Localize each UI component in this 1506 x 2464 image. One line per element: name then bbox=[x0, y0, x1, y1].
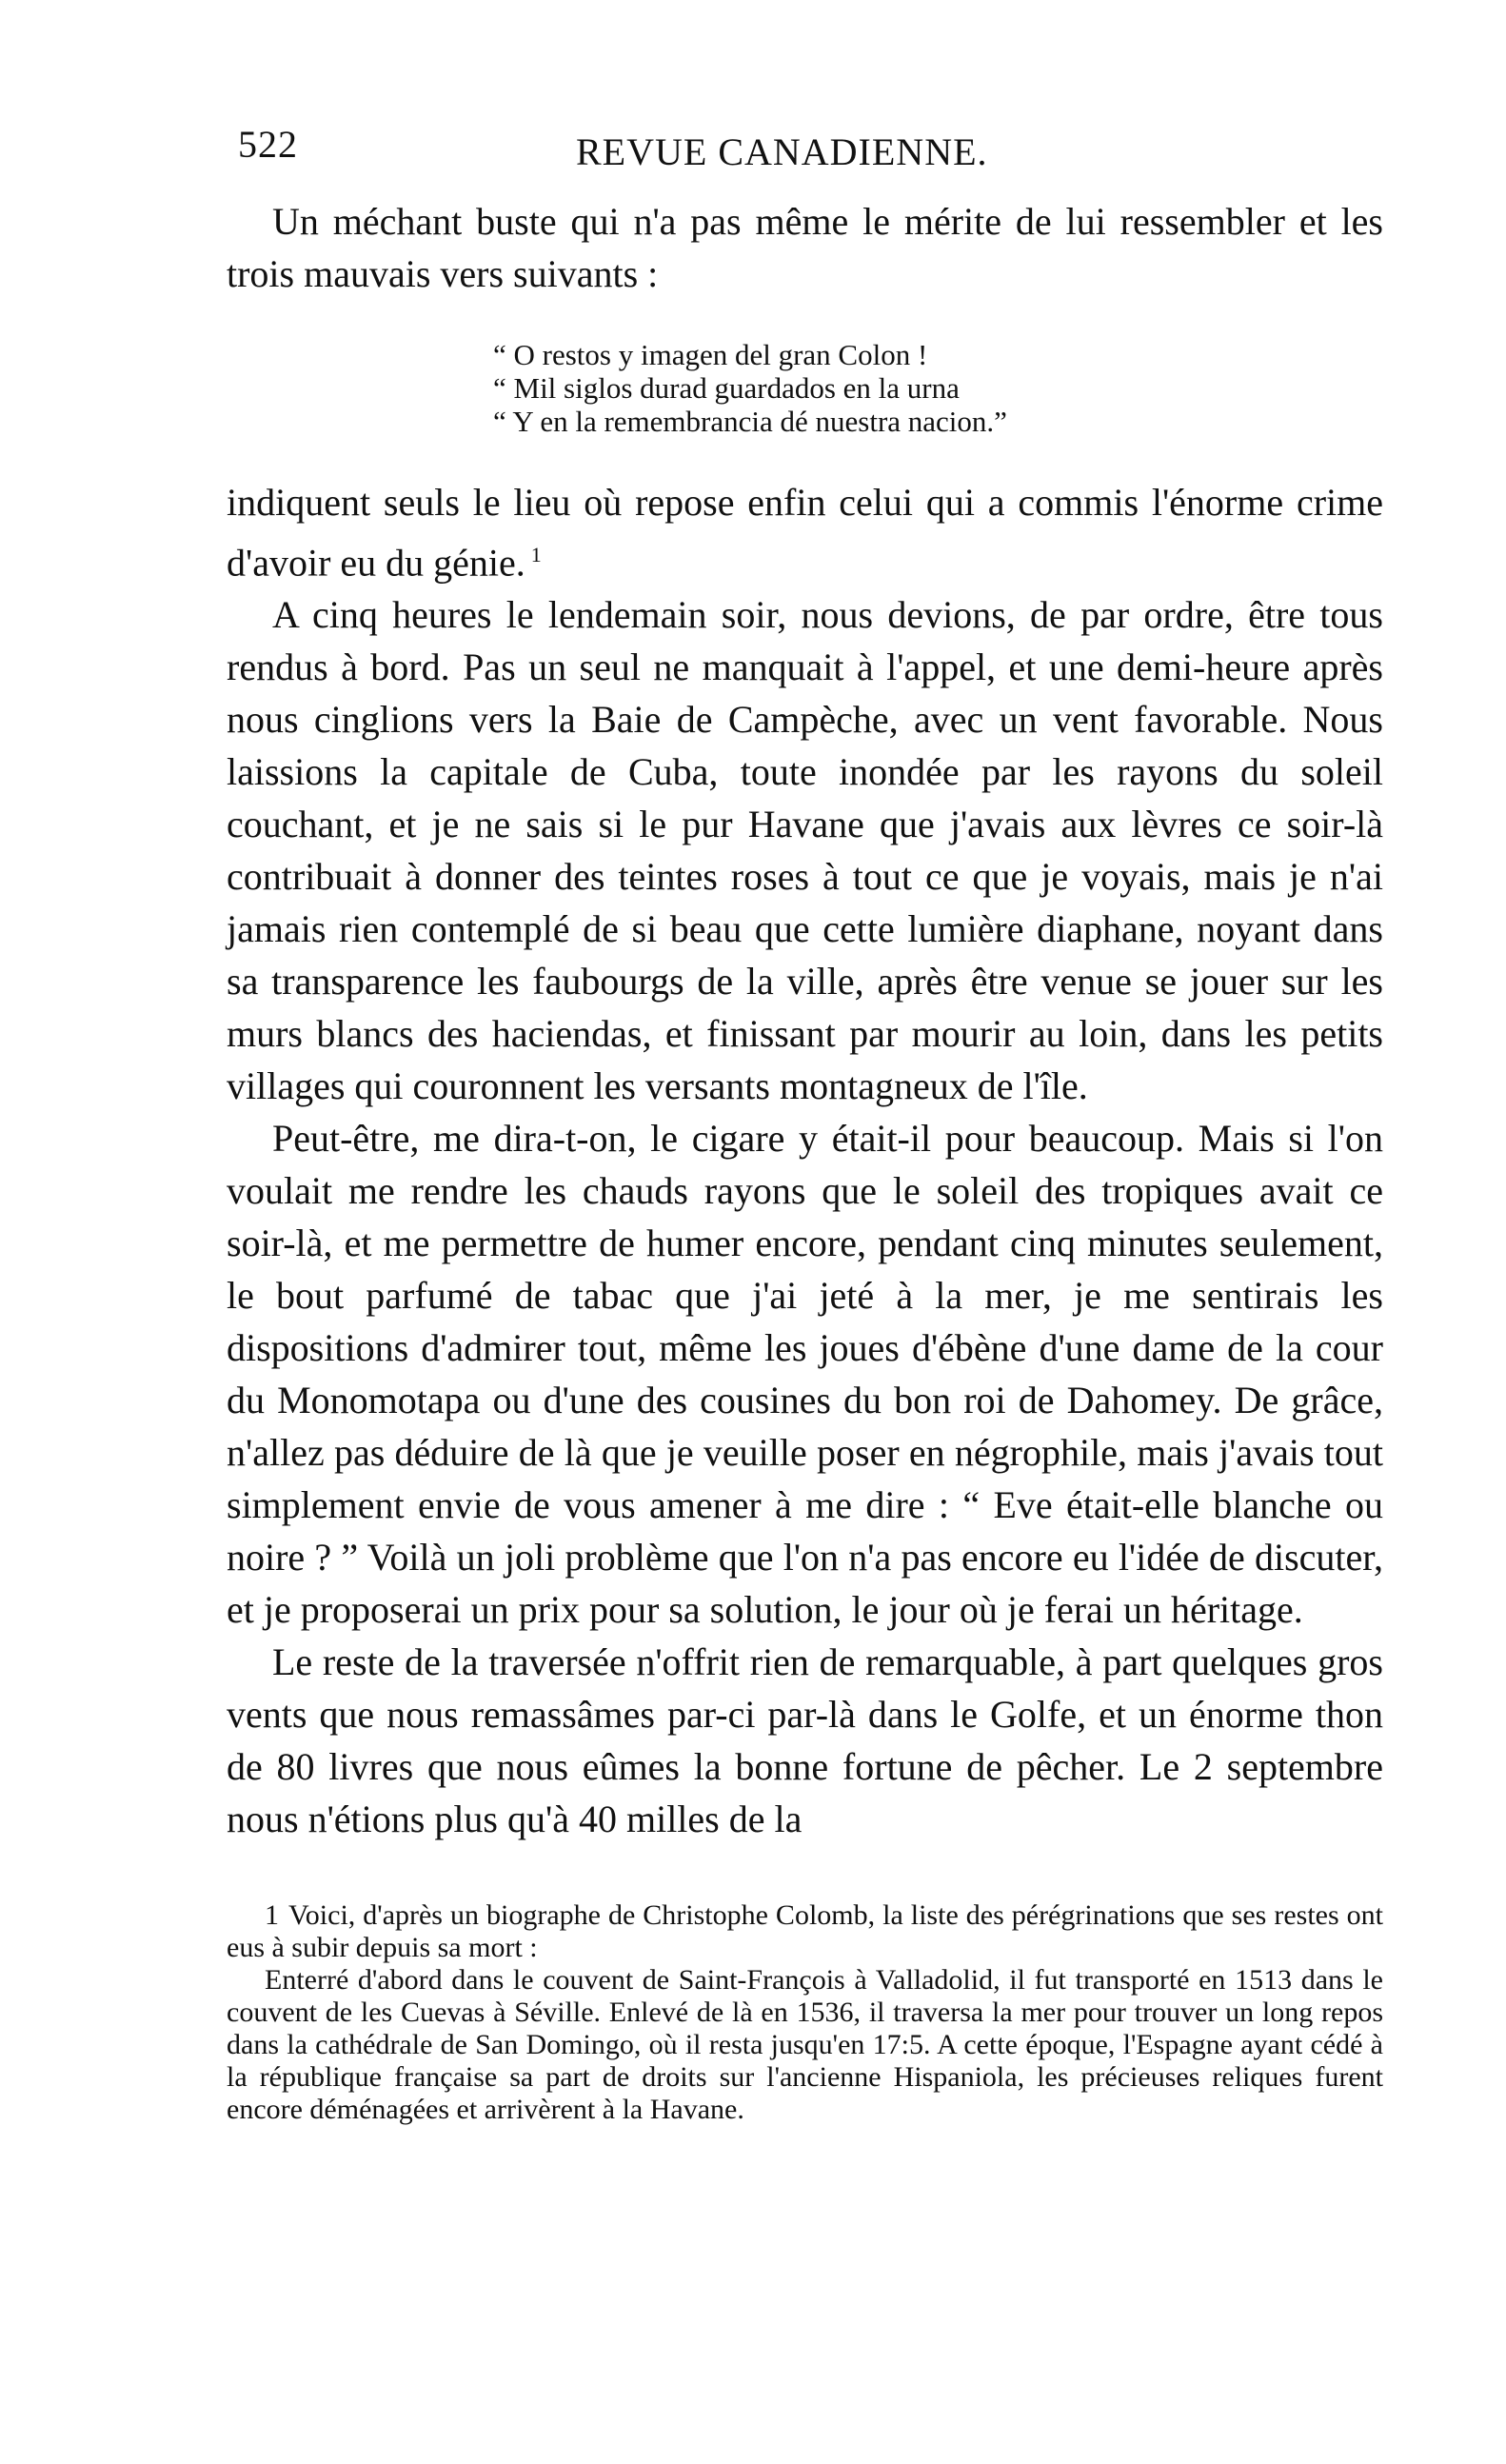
footnote-reference: 1 bbox=[530, 543, 542, 566]
verse-line-1: “ O restos y imagen del gran Colon ! bbox=[493, 338, 928, 371]
paragraph-2-text: indiquent seuls le lieu où repose enfin celui qui a commis l'énorme crime d'avoir eu du génie. bbox=[227, 481, 1383, 585]
verse-line-2: “ Mil siglos durad guardados en la urna bbox=[493, 371, 960, 405]
body-text bbox=[227, 195, 1383, 1845]
verse-quotation bbox=[493, 338, 1383, 438]
footnote-1-text: Voici, d'après un biographe de Christophe Colomb, la liste des pérégrinations que ses restes ont eus à subir depuis sa mort : bbox=[227, 1899, 1383, 1963]
footnote-number: 1 bbox=[265, 1899, 279, 1931]
paragraph-4: Peut-être, me dira-t-on, le cigare y était-il pour beaucoup. Mais si l'on voulait me rendre les chauds rayons que le soleil des tropiques avait ce soir-là, et me permettre de humer encore, pendant cinq minutes seulement, le bout parfumé de tabac que j'ai jeté à la mer, je me sentirais les dispositions d'admirer tout, même les joues d'ébène d'une dame de la cour du Monomotapa ou d'une des cousines du bon roi de Dahomey. De grâce, n'allez pas déduire de là que je veuille poser en négrophile, mais j'avais tout simplement envie de vous amener à me dire : “ Eve était-elle blanche ou noire ? ” Voilà un joli problème que l'on n'a pas encore eu l'idée de discuter, et je proposerai un prix pour sa solution, le jour où je ferai un héritage. bbox=[227, 1117, 1383, 1632]
paragraph-5: Le reste de la traversée n'offrit rien de remarquable, à part quelques gros vents que nous remassâmes par-ci par-là dans le Golfe, et un énorme thon de 80 livres que nous eûmes la bonne fortune de pêcher. Le 2 septembre nous n'étions plus qu'à 40 milles de la bbox=[227, 1640, 1383, 1841]
paragraph-1: Un méchant buste qui n'a pas même le mérite de lui ressembler et les trois mauvais vers suivants : bbox=[227, 200, 1383, 295]
paragraph-2 bbox=[227, 476, 1383, 588]
verse-line-3: “ Y en la remembrancia dé nuestra nacion.” bbox=[493, 405, 1007, 438]
running-title: REVUE CANADIENNE. bbox=[576, 130, 988, 173]
paragraph-3: A cinq heures le lendemain soir, nous devions, de par ordre, être tous rendus à bord. Pas un seul ne manquait à l'appel, et une demi-heure après nous cinglions vers la Baie de Campèche, avec un vent favorable. Nous laissions la capitale de Cuba, toute inondée par les rayons du soleil couchant, et je ne sais si le pur Havane que j'avais aux lèvres ce soir-là contribuait à donner des teintes roses à tout ce que je voyais, mais je n'ai jamais rien contemplé de si beau que cette lumière diaphane, noyant dans sa transparence les faubourgs de la ville, après être venue se jouer sur les murs blancs des haciendas, et finissant par mourir au loin, dans les petits villages qui couronnent les versants montagneux de l'île. bbox=[227, 593, 1383, 1108]
footnote-1 bbox=[227, 1899, 1383, 1964]
page-header bbox=[238, 122, 1380, 179]
page-number: 522 bbox=[238, 123, 298, 166]
footnote-continuation: Enterré d'abord dans le couvent de Saint-François à Valladolid, il fut transporté en 1513 dans le couvent de les Cuevas à Séville. Enlevé de là en 1536, il traversa la mer pour trouver un long repos dans la cathédrale de San Domingo, où il resta jusqu'en 17:5. A cette époque, l'Espagne ayant cédé à la république française sa part de droits sur l'ancienne Hispaniola, les précieuses reliques furent encore déménagées et arrivèrent à la Havane. bbox=[227, 1964, 1383, 2125]
footnotes bbox=[227, 1899, 1383, 2126]
